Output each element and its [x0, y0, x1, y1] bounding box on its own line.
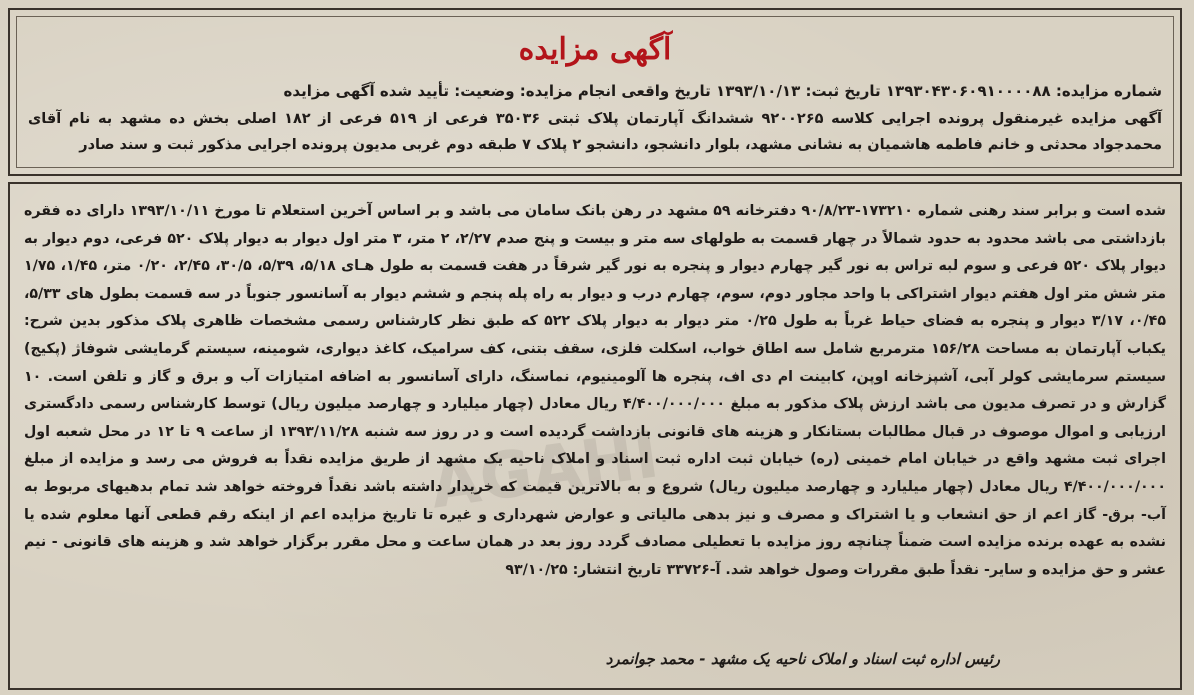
notice-header-box [8, 8, 1182, 176]
watermark-logo: AGAHI [425, 418, 664, 524]
notice-body-box [8, 182, 1182, 690]
notice-title: آگهی مزایده [518, 32, 672, 67]
notice-body-text: شده است و برابر سند رهنی شماره ۱۷۳۲۱۰-۹۰/۸/۲۳ دفترخانه ۵۹ مشهد در رهن بانک سامان می باشد و بر اساس آخرین استعلام تا مورخ ۱۳۹۳/۱۰/۱۱ دارای ده فقره بازداشتی می باشد محدود به حدود شمالاً در چهار قسمت به طولهای سه متر و بیست و پنج صدم ۲/۲۷، ۲ متر، ۳ متر اول دیوار به دیوار پلاک ۵۲۰ فرعی، دوم دیوار به دیوار پلاک ۵۲۰ فرعی و سوم لبه تراس به نور گیر چهارم دیوار و پنجره به نور گیر شرقاً در هفت قسمت به طول هـای ۵/۱۸، ۵/۳۹، ۳۰/۵، ۲/۴۵، ۰/۲۰ متر، ۱/۴۵، ۱/۷۵ متر شش متر اول هفتم دیوار اشتراکی با واحد مجاور دوم، سوم، چهارم درب و دیوار به راه پله پنجم و ششم دیوار به آسانسور جنوباً در سه قسمت بطول های ۵/۳۳، ۰/۴۵، ۳/۱۷ دیوار و پنجره به فضای حیاط غرباً به طول ۰/۲۵ متر دیوار به دیوار پلاک ۵۲۲ که طبق نظر کارشناس رسمی مشخصات ظاهری پلاک مذکور بدین شرح: یکباب آپارتمان به مساحت ۱۵۶/۲۸ مترمربع شامل سه اطاق خواب، اسکلت فلزی، سقف بتنی، کف سرامیک، کاغذ دیواری، شومینه، سیستم گرمایشی شوفاژ (پکیج) سیستم سرمایشی کولر آبی، آشپزخانه اوپن، کابینت ام دی اف، پنجره ها آلومینیوم، نماسنگ، دارای آسانسور به اضافه امتیازات آب و برق و گاز و تلفن است. ۱۰ گزارش و در تصرف مدیون می باشد ارزش پلاک مذکور به مبلغ ۴/۴۰۰/۰۰۰/۰۰۰ ریال معادل (چهار میلیارد و چهارصد میلیون ریال) توسط کارشناس رسمی دادگستری ارزیابی و اموال موصوف در قبال مطالبات بستانکار و هزینه های قانونی بازداشت گردیده است و در روز سه شنبه ۱۳۹۳/۱۱/۲۸ از ساعت ۹ تا ۱۲ در محل شعبه اول اجرای ثبت مشهد واقع در خیابان امام خمینی (ره) خیابان ثبت اداره ثبت اسناد و املاک ناحیه یک مشهد از طریق مزایده نقداً به فروش می رسد و مزایده از مبلغ ۴/۴۰۰/۰۰۰/۰۰۰ ریال معادل (چهار میلیارد و چهارصد میلیون ریال) شروع و به بالاترین قیمت که خریدار داشته باشد نقداً فروخته خواهد شد تمام بدهیهای مربوط به آب- برق- گاز اعم از حق انشعاب و یا اشتراک و مصرف و نیز بدهی مالیاتی و عوارض شهرداری و غیره تا تاریخ مزایده اعم از اینکه رقم قطعی آنها معلوم شده یا نشده به عهده برنده مزایده است ضمناً چنانچه روز مزایده با تعطیلی مصادف گردد روز بعد در همان ساعت و محل مقرر برگزار خواهد شد و هزینه های قانونی - نیم عشر و حق مزایده و سایر- نقداً طبق مقررات وصول خواهد شد. آ-۳۳۷۲۶ تاریخ انتشار: ۹۳/۱۰/۲۵ [24, 203, 1167, 578]
notice-meta-line: شماره مزایده: ۱۳۹۳۰۴۳۰۶۰۹۱۰۰۰۰۸۸ تاریخ ثبت: ۱۳۹۳/۱۰/۱۳ تاریخ واقعی انجام مزایده: وضعیت: تأیید شده آگهی مزایده [283, 82, 1162, 100]
notice-signature: رئیس اداره ثبت اسناد و املاک ناحیه یک مشهد - محمد جوانمرد [605, 650, 1000, 668]
notice-summary: آگهی مزایده غیرمنقول پرونده اجرایی کلاسه ۹۲۰۰۲۶۵ ششدانگ آپارتمان پلاک ثبتی ۳۵۰۳۶ فرعی از ۵۱۹ فرعی از ۱۸۲ اصلی بخش ده مشهد به نام آقای محمدجواد محدثی و خانم فاطمه هاشمیان به نشانی مشهد، بلوار دانشجو، دانشجو ۲ پلاک ۷ طبقه دوم غربی مدیون پرونده اجرایی مذکور ثبت و سند صادر [28, 111, 1163, 153]
